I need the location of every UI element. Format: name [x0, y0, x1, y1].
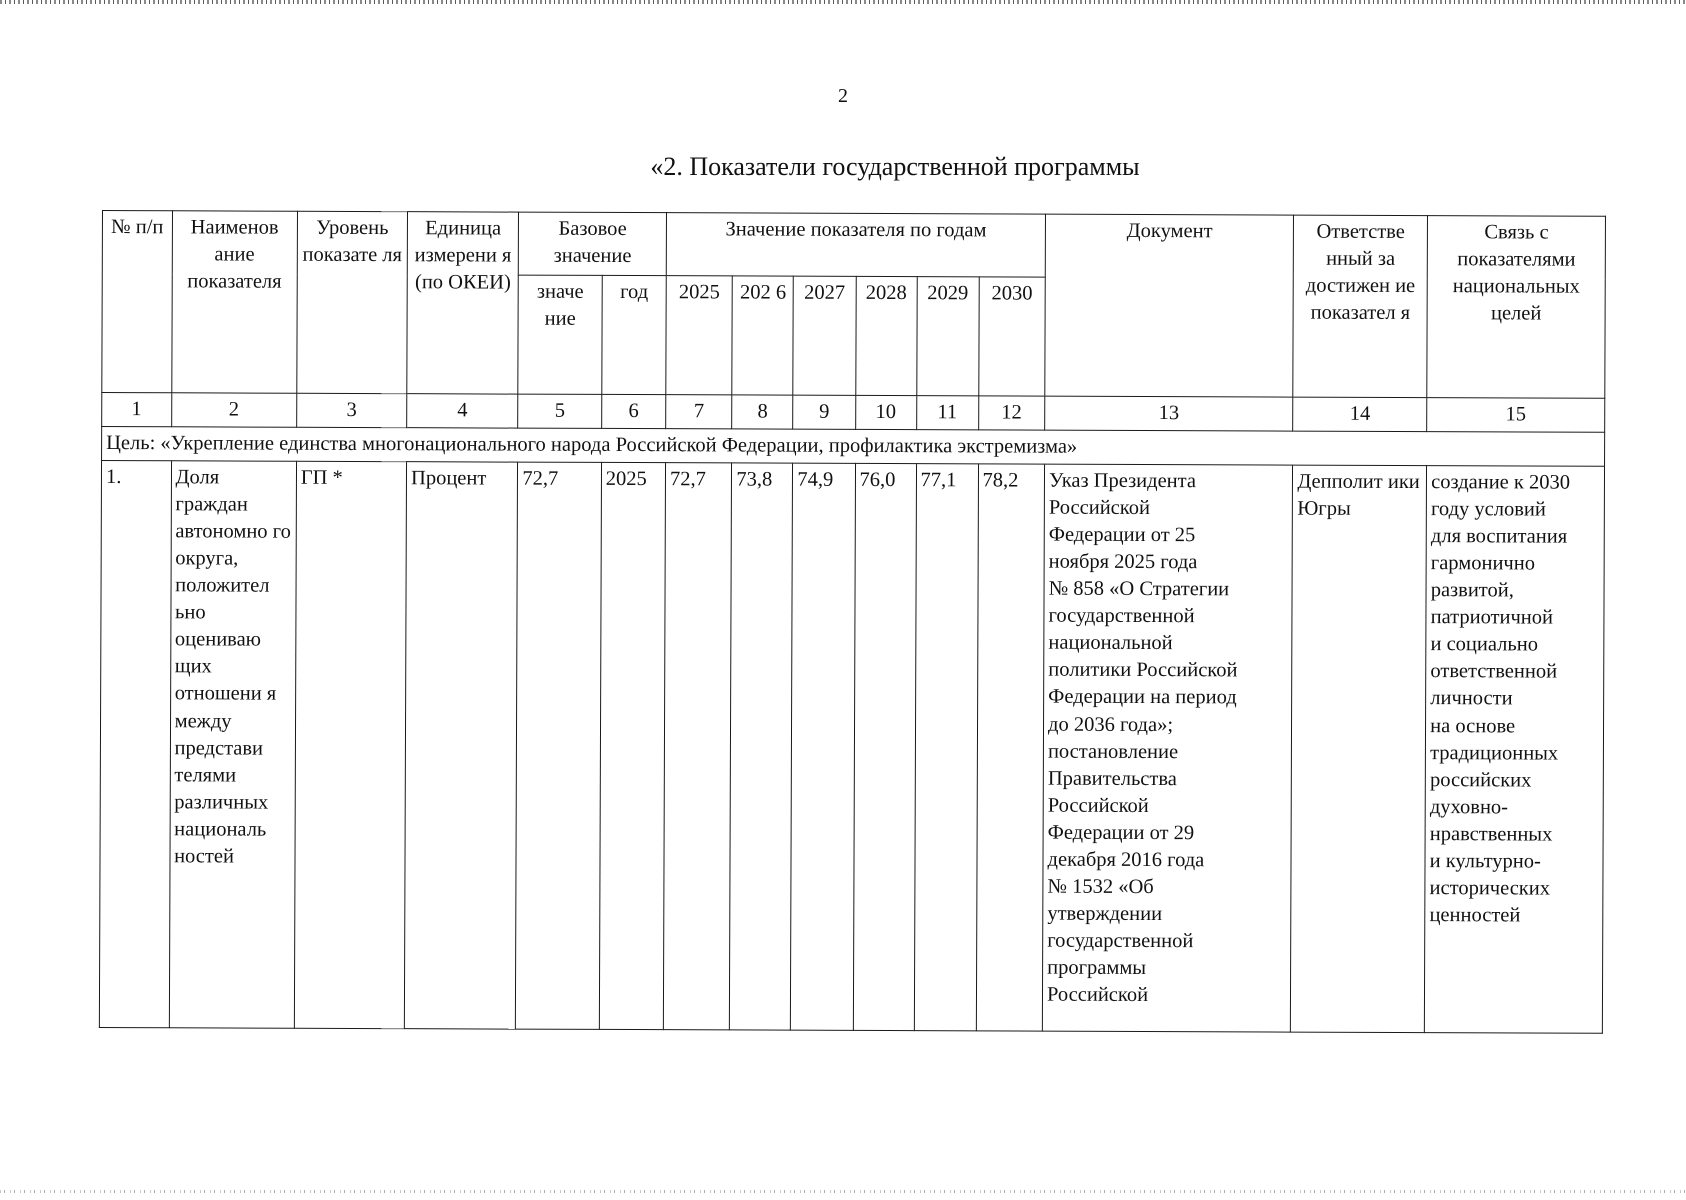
- column-number: 12: [978, 396, 1045, 430]
- header-base-year: год: [602, 275, 667, 394]
- column-numbers-row: [102, 393, 1605, 433]
- column-number: 15: [1427, 398, 1605, 433]
- header-year: 2029: [916, 277, 979, 396]
- row-link: создание к 2030 году условий для воспитания гармонично развитой, патриотичной и социально ответственной личности на основе традиционных российских духовно- нравственных и культурно- исторических ценностей: [1425, 466, 1605, 1034]
- scan-edge-top: [0, 0, 1686, 4]
- column-number: 9: [793, 395, 855, 429]
- row-level: ГП *: [294, 461, 406, 1028]
- header-years-group: Значение показателя по годам: [666, 213, 1045, 277]
- table-row: [99, 461, 1604, 1034]
- row-document: Указ Президента Российской Федерации от 25 ноября 2025 года № 858 «О Стратегии государственной национальной политики Российской Федерации на период до 2036 года»; постановление Правительства Российской Федерации от 29 декабря 2016 года № 1532 «Об утверждении государственной программы Российской: [1042, 464, 1293, 1032]
- header-year: 2025: [666, 276, 733, 395]
- goal-row: [102, 427, 1605, 467]
- document-title: «2. Показатели государственной программы: [650, 152, 1140, 181]
- page-number: 2: [838, 85, 848, 107]
- header-document: Документ: [1045, 214, 1294, 397]
- header-link: Связь с показателями национальных целей: [1427, 216, 1606, 399]
- column-number: 4: [407, 394, 518, 428]
- header-year: 2030: [978, 277, 1045, 396]
- column-number: 8: [732, 395, 793, 429]
- header-level: Уровень показате ля: [297, 211, 408, 393]
- header-year: 202 6: [732, 276, 793, 395]
- goal-text: Цель: «Укрепление единства многонационального народа Российской Федерации, профилактика экстремизма»: [102, 427, 1605, 467]
- header-responsible: Ответстве нный за достижен ие показател я: [1293, 215, 1427, 398]
- header-base-value: значе ние: [518, 275, 602, 394]
- header-year: 2028: [855, 276, 916, 395]
- row-unit: Процент: [404, 462, 517, 1029]
- header-unit: Единица измерени я (по ОКЕИ): [407, 212, 519, 394]
- header-base-group: Базовое значение: [519, 212, 667, 276]
- header-num: № п/п: [102, 211, 172, 393]
- column-number: 11: [916, 396, 978, 430]
- row-value-2029: 77,1: [914, 464, 978, 1031]
- scan-edge-bottom: [0, 1190, 1686, 1193]
- row-value-2025: 72,7: [663, 463, 732, 1030]
- row-responsible: Депполит ики Югры: [1291, 465, 1427, 1033]
- row-base-value: 72,7: [516, 462, 602, 1029]
- column-number: 10: [855, 395, 916, 429]
- column-number: 5: [518, 394, 602, 428]
- header-row-1: [102, 211, 1605, 280]
- column-number: 3: [296, 393, 406, 427]
- column-number: 6: [602, 394, 666, 428]
- row-value-2027: 74,9: [791, 463, 855, 1030]
- row-value-2026: 73,8: [730, 463, 793, 1030]
- header-name: Наименов ание показателя: [171, 211, 297, 393]
- header-year: 2027: [793, 276, 856, 395]
- row-value-2030: 78,2: [976, 464, 1045, 1031]
- row-base-year: 2025: [599, 463, 665, 1030]
- column-number: 2: [171, 393, 296, 428]
- column-number: 1: [102, 393, 172, 427]
- column-number: 14: [1293, 397, 1427, 432]
- row-name: Доля граждан автономно го округа, положител ьно оцениваю щих отношени я между представи телями различных националь ностей: [169, 461, 296, 1028]
- column-number: 7: [666, 395, 732, 429]
- column-number: 13: [1045, 396, 1293, 431]
- indicators-table: [99, 210, 1606, 1034]
- row-num: 1.: [99, 461, 171, 1028]
- row-value-2028: 76,0: [853, 463, 916, 1030]
